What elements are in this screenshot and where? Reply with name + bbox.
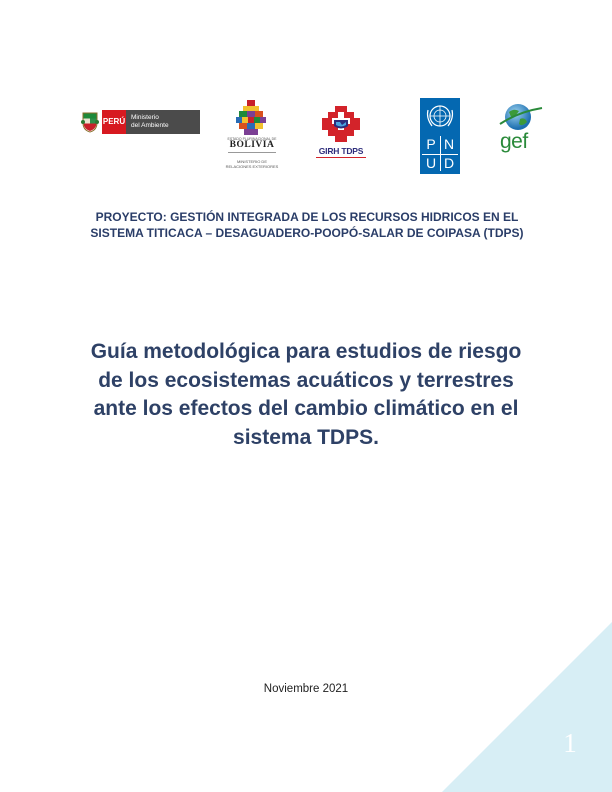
- ministry-line-2: del Ambiente: [131, 122, 169, 129]
- girh-tdps-label: GIRH TDPS: [318, 146, 364, 156]
- un-emblem-icon: [420, 100, 460, 136]
- bolivia-cancilleria-logo: [222, 100, 282, 172]
- girh-underline: [316, 157, 366, 158]
- undp-letter-u: U: [425, 155, 437, 171]
- ministry-label-box: [126, 110, 200, 134]
- gef-logo: [494, 102, 546, 158]
- bolivia-crest-icon: [234, 100, 268, 136]
- bolivia-name: BOLIVIA: [229, 140, 275, 150]
- undp-letter-n: N: [443, 136, 455, 152]
- bolivia-ministry-line-2: RELACIONES EXTERIORES: [225, 164, 279, 169]
- divider: [228, 152, 276, 153]
- ministry-line-1: Ministerio: [131, 114, 159, 121]
- pnud-logo: [420, 98, 460, 174]
- page-number: 1: [563, 728, 577, 758]
- peru-shield-icon: [80, 111, 100, 133]
- peru-label: PERÚ: [102, 110, 126, 134]
- bolivia-ministry-line-1: MINISTERIO DE: [236, 159, 267, 164]
- project-heading: PROYECTO: GESTIÓN INTEGRADA DE LOS RECURSOS HIDRICOS EN EL SISTEMA TITICACA – DESAGUADERO-POOPÓ-SALAR DE COIPASA (TDPS): [90, 210, 524, 240]
- girh-tdps-logo: [312, 104, 370, 160]
- publication-date: Noviembre 2021: [263, 683, 349, 695]
- undp-grid-hline: [422, 154, 458, 155]
- undp-letter-p: P: [426, 136, 436, 152]
- undp-letter-d: D: [443, 155, 455, 171]
- corner-triangle-decoration: [442, 622, 612, 792]
- document-title: Guía metodológica para estudios de riesgo de los ecosistemas acuáticos y terrestres ante los efectos del cambio climático en el sistema TDPS.: [90, 340, 522, 449]
- peru-ministerio-ambiente-logo: [80, 110, 200, 134]
- girh-tdps-icon: [320, 104, 362, 144]
- gef-label: gef: [500, 130, 528, 153]
- bolivia-state-label: ESTADO PLURINACIONAL DE: [227, 137, 277, 141]
